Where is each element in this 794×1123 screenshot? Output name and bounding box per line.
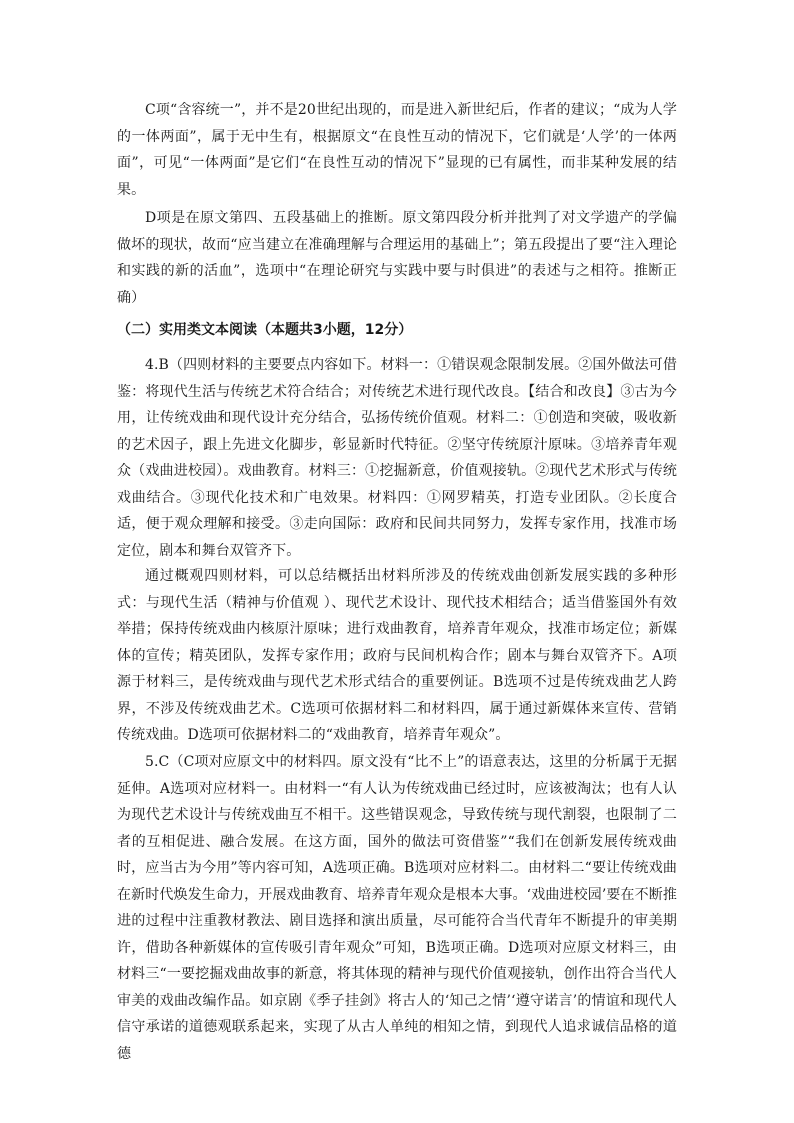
answer-paragraph-d-option: D项是在原文第四、五段基础上的推断。原文第四段分析并批判了对文学遗产的学偏做坏的现状，故而“应当建立在准确理解与合理运用的基础上”；第五段提出了要“注入理论和实践的新的活血”，选项中“在理论研究与实践中要与时俱进”的表述与之相符。推断正确） <box>117 210 677 306</box>
answer-paragraph-q4-summary: 通过概观四则材料，可以总结概括出材料所涉及的传统戏曲创新发展实践的多种形式：与现代生活（精神与价值观 ）、现代艺术设计、现代技术相结合；适当借鉴国外有效举措；保持传统戏曲内核原汁原味；进行戏曲教育，培养青年观众，找准市场定位；新媒体的宣传；精英团队，发挥专家作用；政府与民间机构合作；剧本与舞台双管齐下。A项源于材料三，是传统戏曲与现代艺术形式结合的重要例证。B选项不过是传统戏曲艺人跨界，不涉及传统戏曲艺术。C选项可依据材料二和材料四，属于通过新媒体来宣传、营销传统戏曲。D选项可依据材料二的“戏曲教育，培养青年观众”。 <box>117 568 677 743</box>
answer-paragraph-q5: 5.C（C项对应原文中的材料四。原文没有“比不上”的语意表达，这里的分析属于无据延伸。A选项对应材料一。由材料一“有人认为传统戏曲已经过时，应该被淘汰；也有人认为现代艺术设计与传统戏曲互不相干。这些错误观念，导致传统与现代割裂，也限制了二者的互相促进、融合发展。在这方面，国外的做法可资借鉴”“我们在创新发展传统戏曲时，应当古为今用”等内容可知，A选项正确。B选项对应材料二。由材料二“要让传统戏曲在新时代焕发生命力，开展戏曲教育、培养青年观众是根本大事。‘戏曲进校园’要在不断推进的过程中注重教材教法、剧目选择和演出质量，尽可能符合当代青年不断提升的审美期许，借助各种新媒体的宣传吸引青年观众”可知，B选项正确。D选项对应原文材料三，由材料三“一要挖掘戏曲故事的新意，将其体现的精神与现代价值观接轨，创作出符合当代人审美的戏曲改编作品。如京剧《季子挂剑》将古人的‘知己之情’‘遵守诺言’的情谊和现代人信守承诺的道德观联系起来，实现了从古人单纯的相知之情，到现代人追求诚信品格的道德 <box>117 754 677 1062</box>
section-heading: （二）实用类文本阅读（本题共3小题，12分） <box>117 322 413 338</box>
answer-paragraph-c-option: C项“含容统一”，并不是20世纪出现的，而是进入新世纪后，作者的建议；“成为人学的一体两面”，属于无中生有，根据原文“在良性互动的情况下，它们就是‘人学’的一体两面”，可见“一体两面”是它们“在良性互动的情况下”显现的已有属性，而非某种发展的结果。 <box>117 102 677 198</box>
answer-paragraph-q4: 4.B（四则材料的主要要点内容如下。材料一：①错误观念限制发展。②国外做法可借鉴：将现代生活与传统艺术符合结合；对传统艺术进行现代改良。【结合和改良】③古为今用，让传统戏曲和现代设计充分结合，弘扬传统价值观。材料二：①创造和突破，吸收新的艺术因子，跟上先进文化脚步，彰显新时代特征。②坚守传统原汁原味。③培养青年观众（戏曲进校园）。戏曲教育。材料三：①挖掘新意，价值观接轨。②现代艺术形式与传统戏曲结合。③现代化技术和广电效果。材料四：①网罗精英，打造专业团队。②长度合适，便于观众理解和接受。③走向国际：政府和民间共同努力，发挥专家作用，找准市场定位，剧本和舞台双管齐下。 <box>117 357 677 559</box>
